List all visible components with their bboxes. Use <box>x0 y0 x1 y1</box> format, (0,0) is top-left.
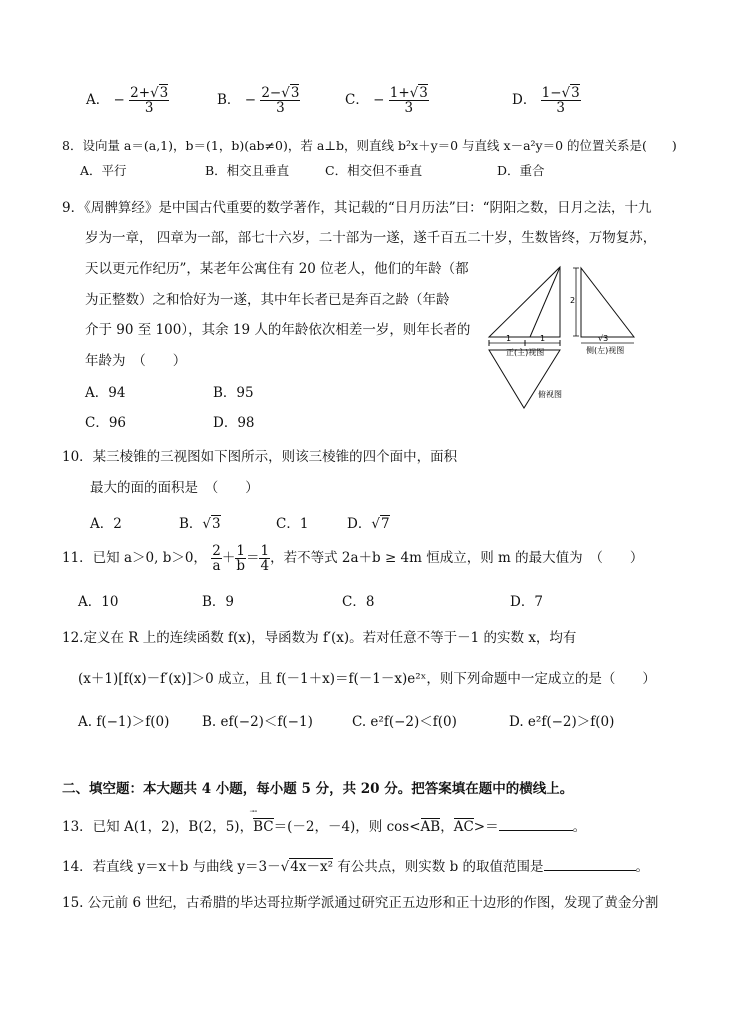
q13-tail: 。 <box>572 819 587 835</box>
q14-tail: 。 <box>635 859 650 875</box>
q7-b-rad: 3 <box>290 85 300 101</box>
q14-text: 14．若直线 y＝x＋b 与曲线 y＝3－ <box>62 859 281 875</box>
q7-c-den: 3 <box>404 100 414 117</box>
q9-line-3: 天以更元作纪历”，某老年公寓住有 20 位老人，他们的年龄（都 <box>85 261 469 277</box>
q11-frac-1-b <box>235 544 246 573</box>
q7-c-label: C． <box>345 92 369 109</box>
q11-stem <box>62 544 643 573</box>
q13-end: >＝ <box>473 819 499 835</box>
q13-stem: 13．已知 A(1，2)，B(2，5)， ⃗ ⃗ BC＝(－2，－4)，则 cos<AB，AC>＝ 。 <box>62 810 587 835</box>
q10-d-label: D． <box>347 516 372 532</box>
q12-option-c: C. e²f(−2)＜f(0) <box>352 714 457 730</box>
q7-option-a <box>86 86 169 115</box>
q7-b-label: B． <box>217 92 241 109</box>
q10-line-1: 10．某三棱锥的三视图如下图所示，则该三棱锥的四个面中，面积 <box>62 449 458 465</box>
q7-c-num: 1+ <box>389 85 410 101</box>
three-view-figure <box>484 262 654 412</box>
q8-stem: 8．设向量 a＝(a,1)，b＝(1，b)(ab≠0)，若 a⊥b，则直线 b²x＋y＝0 与直线 x－a²y＝0 的位置关系是( ) <box>62 138 677 153</box>
q11-f2-num: 1 <box>236 543 245 559</box>
front-dim-2: 1 <box>540 334 546 343</box>
q9-line-6: 年龄为 （ ） <box>85 353 187 369</box>
q11-f2-den: b <box>236 558 245 575</box>
q7-d-fraction: $\frac{1-√3}{3}$ <box>541 85 580 117</box>
q11-f1-den: a <box>212 558 221 575</box>
q12-line-2: (x＋1)[f(x)－f′(x)]＞0 成立，且 f(－1＋x)＝f(－1－x)e²ˣ，则下列命题中一定成立的是（ ） <box>78 671 656 687</box>
q11-f3-den: 4 <box>260 558 270 575</box>
q7-a-label: A． <box>86 92 110 109</box>
q7-option-b <box>217 86 300 115</box>
q11-eq: ＝ <box>245 550 260 567</box>
q13-text: 13．已知 A(1，2)，B(2，5)， <box>62 819 254 835</box>
q13-vector-ac: AC <box>453 819 474 835</box>
q7-a-num: 2+ <box>130 85 151 101</box>
q14-mid: 有公共点，则实数 b 的取值范围是 <box>333 859 544 875</box>
q11-option-b: B．9 <box>202 594 235 610</box>
q10-d-rad: 7 <box>380 516 390 532</box>
q12-option-b: B. ef(−2)＜f(−1) <box>202 714 313 730</box>
q7-a-sign: − <box>113 92 125 109</box>
q15-line-1: 15. 公元前 6 世纪，古希腊的毕达哥拉斯学派通过研究正五边形和正十边形的作图，发现了黄金分割 <box>62 895 659 911</box>
q11-prefix: 11．已知 <box>62 550 120 567</box>
q10-b-rad: 3 <box>212 516 221 532</box>
q11-f3-num: 1 <box>260 543 270 559</box>
q7-d-rad: 3 <box>571 85 580 101</box>
q8-option-c: C．相交但不垂直 <box>325 163 423 178</box>
q7-a-fraction: $\frac{2+√3}{3}$ <box>130 85 169 117</box>
q7-b-fraction: $\frac{2-√3}{3}$ <box>261 85 300 117</box>
q9-option-a: A．94 <box>85 385 126 401</box>
q7-c-sign: − <box>373 92 385 109</box>
q8-option-b: B．相交且垂直 <box>205 163 290 178</box>
front-view <box>489 267 560 346</box>
q7-b-den: 3 <box>276 100 285 117</box>
q7-d-num: 1− <box>541 85 562 101</box>
q13-vector-ab: AB <box>420 819 441 835</box>
q11-option-d: D．7 <box>510 594 543 610</box>
q9-option-b: B．95 <box>213 385 254 401</box>
q10-line-2: 最大的面的面积是 （ ） <box>90 480 259 496</box>
front-dim-1: 1 <box>506 334 512 343</box>
q9-option-c: C．96 <box>85 415 127 431</box>
q10-option-b: B．√3 <box>179 516 221 532</box>
side-dim-label: √3 <box>598 334 609 343</box>
q13-mid: ＝(－2，－4)，则 cos< <box>273 819 421 835</box>
q11-f1-num: 2 <box>212 543 221 559</box>
q7-b-sign: − <box>244 92 257 109</box>
q11-frac-2-a <box>211 544 222 573</box>
q11-condition: a＞0, b＞0， <box>123 550 207 567</box>
top-view-label: 俯视图 <box>538 390 562 399</box>
q10-option-a: A．2 <box>90 516 122 532</box>
q7-c-fraction: $\frac{1+√3}{3}$ <box>389 85 428 117</box>
q9-line-2: 岁为一章， 四章为一部，部七十六岁，二十部为一遂，遂千百五二十岁，生数皆终，万物复苏， <box>85 230 657 246</box>
q10-b-label: B． <box>179 516 203 532</box>
q9-line-5: 介于 90 至 100），其余 19 人的年龄依次相差一岁，则年长者的 <box>85 322 471 338</box>
q7-d-label: D． <box>512 92 537 109</box>
q13-vector-bc: BC <box>253 819 274 835</box>
q9-line-1: 9．《周髀算经》是中国古代重要的数学著作，其记载的“日月历法”曰：“阴阳之数，日月之法，十九 <box>62 200 652 216</box>
q9-option-d: D．98 <box>213 415 255 431</box>
q13-answer-blank[interactable] <box>499 830 573 831</box>
q11-option-c: C．8 <box>342 594 375 610</box>
q7-c-rad: 3 <box>419 85 428 101</box>
q7-a-den: 3 <box>144 100 154 117</box>
q7-b-num: 2− <box>261 85 282 101</box>
q11-option-a: A．10 <box>78 594 119 610</box>
q14-answer-blank[interactable] <box>544 870 636 871</box>
q12-option-d: D. e²f(−2)＞f(0) <box>509 714 615 730</box>
q11-frac-1-4 <box>259 544 270 573</box>
q7-option-c <box>345 86 429 115</box>
q7-option-d <box>512 86 581 115</box>
q12-line-1: 12.定义在 R 上的连续函数 f(x)，导函数为 f′(x)。若对任意不等于－1 的实数 x，均有 <box>62 630 577 646</box>
q9-line-4: 为正整数）之和恰好为一遂，其中年长者已是奔百之龄（年龄 <box>85 292 450 308</box>
q13-comma: ， <box>440 819 454 835</box>
q7-a-rad: 3 <box>159 85 169 101</box>
q11-plus: ＋ <box>221 550 236 567</box>
height-dim-label: 2 <box>570 296 576 305</box>
side-view <box>581 268 634 343</box>
q10-option-c: C．1 <box>276 516 309 532</box>
q8-option-a: A．平行 <box>80 163 127 178</box>
q11-suffix: ，若不等式 2a＋b ≥ 4m 恒成立，则 m 的最大值为 （ ） <box>270 550 644 567</box>
q14-radicand: 4x－x² <box>290 859 333 875</box>
q8-option-d: D．重合 <box>497 163 545 178</box>
q12-option-a: A. f(−1)＞f(0) <box>78 714 170 730</box>
top-view <box>489 350 560 408</box>
q7-d-den: 3 <box>556 100 565 117</box>
side-view-label: 侧(左)视图 <box>586 346 625 355</box>
q14-stem: 14．若直线 y＝x＋b 与曲线 y＝3－√4x－x² 有公共点，则实数 b 的取值范围是 。 <box>62 859 650 875</box>
section-2-heading: 二、填空题：本大题共 4 小题，每小题 5 分，共 20 分。把答案填在题中的横线上。 <box>62 781 574 797</box>
q10-option-d: D．√7 <box>347 516 390 532</box>
front-view-label: 正(主)视图 <box>506 348 545 357</box>
